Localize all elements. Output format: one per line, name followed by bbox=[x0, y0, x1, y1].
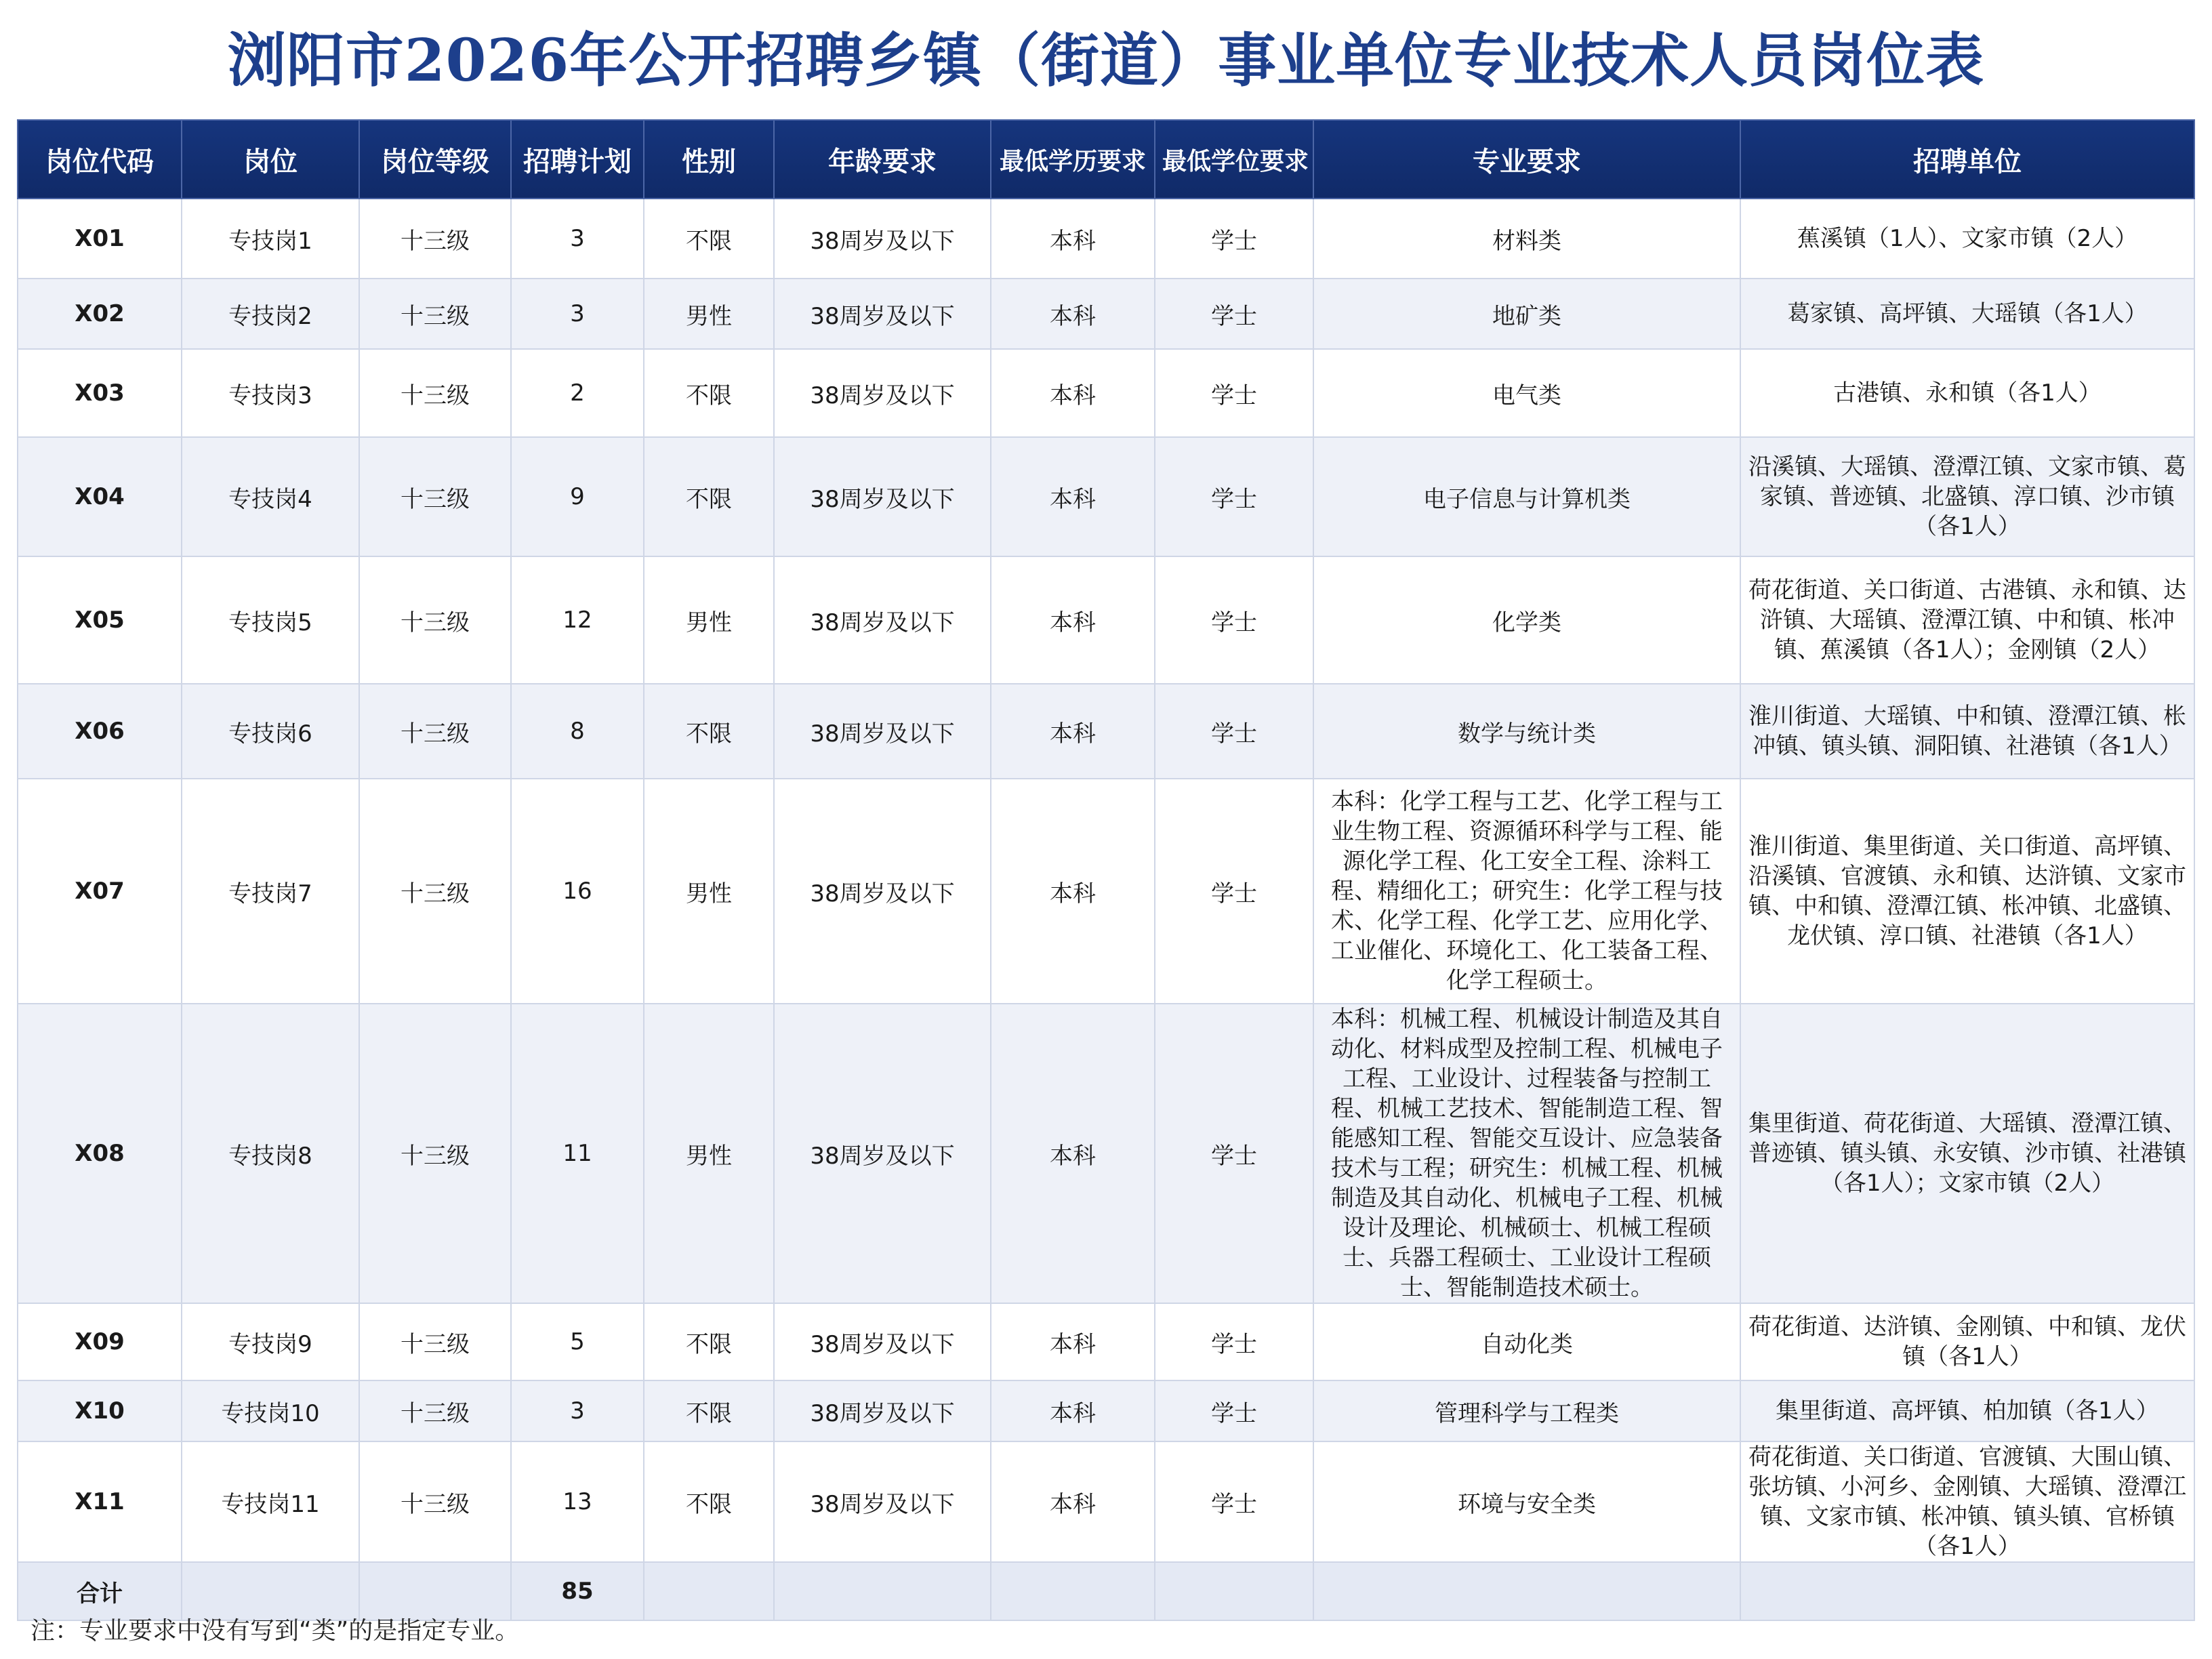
cell-degree: 学士 bbox=[1155, 279, 1313, 349]
cell-plan: 12 bbox=[511, 556, 644, 684]
cell-code: X02 bbox=[18, 279, 182, 349]
cell-degree: 学士 bbox=[1155, 1004, 1313, 1303]
header-post: 岗位 bbox=[182, 120, 359, 199]
total-empty-cell bbox=[644, 1562, 774, 1620]
cell-degree: 学士 bbox=[1155, 556, 1313, 684]
cell-units: 荷花街道、达浒镇、金刚镇、中和镇、龙伏镇（各1人） bbox=[1740, 1303, 2194, 1380]
cell-post: 专技岗10 bbox=[182, 1380, 359, 1441]
cell-major: 本科：机械工程、机械设计制造及其自动化、材料成型及控制工程、机械电子工程、工业设计、过程装备与控制工程、机械工艺技术、智能制造工程、智能感知工程、智能交互设计、应急装备技术与工程；研究生：机械工程、机械制造及其自动化、机械电子工程、机械设计及理论、机械硕士、机械工程硕士、兵器工程硕士、工业设计工程硕士、智能制造技术硕士。 bbox=[1313, 1004, 1740, 1303]
cell-major: 电子信息与计算机类 bbox=[1313, 437, 1740, 556]
cell-units: 荷花街道、关口街道、古港镇、永和镇、达浒镇、大瑶镇、澄潭江镇、中和镇、枨冲镇、蕉溪镇（各1人）；金刚镇（2人） bbox=[1740, 556, 2194, 684]
table-body bbox=[18, 199, 2194, 1620]
cell-education: 本科 bbox=[991, 1303, 1155, 1380]
cell-post: 专技岗8 bbox=[182, 1004, 359, 1303]
cell-code: X10 bbox=[18, 1380, 182, 1441]
cell-plan: 3 bbox=[511, 279, 644, 349]
cell-code: X11 bbox=[18, 1441, 182, 1562]
cell-units: 沿溪镇、大瑶镇、澄潭江镇、文家市镇、葛家镇、普迹镇、北盛镇、淳口镇、沙市镇（各1人） bbox=[1740, 437, 2194, 556]
cell-gender: 不限 bbox=[644, 1380, 774, 1441]
footnote: 注：专业要求中没有写到“类”的是指定专业。 bbox=[30, 1617, 520, 1645]
table-row bbox=[18, 1380, 2194, 1441]
cell-units: 葛家镇、高坪镇、大瑶镇（各1人） bbox=[1740, 279, 2194, 349]
cell-education: 本科 bbox=[991, 779, 1155, 1004]
cell-degree: 学士 bbox=[1155, 1380, 1313, 1441]
table-row bbox=[18, 556, 2194, 684]
table-row bbox=[18, 349, 2194, 437]
total-empty-cell bbox=[774, 1562, 991, 1620]
cell-age: 38周岁及以下 bbox=[774, 199, 991, 279]
cell-grade: 十三级 bbox=[359, 556, 511, 684]
cell-post: 专技岗6 bbox=[182, 684, 359, 779]
cell-age: 38周岁及以下 bbox=[774, 556, 991, 684]
cell-code: X03 bbox=[18, 349, 182, 437]
header-degree: 最低学位要求 bbox=[1155, 120, 1313, 199]
cell-code: X05 bbox=[18, 556, 182, 684]
cell-age: 38周岁及以下 bbox=[774, 1441, 991, 1562]
cell-post: 专技岗1 bbox=[182, 199, 359, 279]
cell-age: 38周岁及以下 bbox=[774, 1004, 991, 1303]
cell-major: 地矿类 bbox=[1313, 279, 1740, 349]
cell-major: 数学与统计类 bbox=[1313, 684, 1740, 779]
header-gender: 性别 bbox=[644, 120, 774, 199]
cell-code: X07 bbox=[18, 779, 182, 1004]
cell-code: X04 bbox=[18, 437, 182, 556]
cell-plan: 16 bbox=[511, 779, 644, 1004]
cell-education: 本科 bbox=[991, 279, 1155, 349]
cell-gender: 男性 bbox=[644, 1004, 774, 1303]
cell-plan: 3 bbox=[511, 199, 644, 279]
cell-code: X08 bbox=[18, 1004, 182, 1303]
cell-gender: 不限 bbox=[644, 684, 774, 779]
cell-gender: 男性 bbox=[644, 556, 774, 684]
cell-units: 蕉溪镇（1人）、文家市镇（2人） bbox=[1740, 199, 2194, 279]
total-label: 合计 bbox=[18, 1562, 182, 1620]
header-age: 年龄要求 bbox=[774, 120, 991, 199]
cell-age: 38周岁及以下 bbox=[774, 437, 991, 556]
cell-post: 专技岗2 bbox=[182, 279, 359, 349]
total-empty-cell bbox=[1313, 1562, 1740, 1620]
cell-post: 专技岗5 bbox=[182, 556, 359, 684]
cell-education: 本科 bbox=[991, 1441, 1155, 1562]
total-row bbox=[18, 1562, 2194, 1620]
cell-units: 古港镇、永和镇（各1人） bbox=[1740, 349, 2194, 437]
cell-plan: 2 bbox=[511, 349, 644, 437]
cell-degree: 学士 bbox=[1155, 1303, 1313, 1380]
cell-gender: 男性 bbox=[644, 279, 774, 349]
cell-plan: 9 bbox=[511, 437, 644, 556]
cell-age: 38周岁及以下 bbox=[774, 1380, 991, 1441]
cell-gender: 不限 bbox=[644, 199, 774, 279]
cell-degree: 学士 bbox=[1155, 684, 1313, 779]
cell-age: 38周岁及以下 bbox=[774, 1303, 991, 1380]
cell-plan: 13 bbox=[511, 1441, 644, 1562]
cell-plan: 5 bbox=[511, 1303, 644, 1380]
cell-units: 荷花街道、关口街道、官渡镇、大围山镇、张坊镇、小河乡、金刚镇、大瑶镇、澄潭江镇、文家市镇、枨冲镇、镇头镇、官桥镇（各1人） bbox=[1740, 1441, 2194, 1562]
header-grade: 岗位等级 bbox=[359, 120, 511, 199]
cell-post: 专技岗9 bbox=[182, 1303, 359, 1380]
cell-education: 本科 bbox=[991, 199, 1155, 279]
table-row bbox=[18, 199, 2194, 279]
header-education: 最低学历要求 bbox=[991, 120, 1155, 199]
cell-code: X09 bbox=[18, 1303, 182, 1380]
total-empty-cell bbox=[1155, 1562, 1313, 1620]
cell-grade: 十三级 bbox=[359, 1303, 511, 1380]
cell-plan: 11 bbox=[511, 1004, 644, 1303]
cell-degree: 学士 bbox=[1155, 779, 1313, 1004]
cell-major: 本科：化学工程与工艺、化学工程与工业生物工程、资源循环科学与工程、能源化学工程、化工安全工程、涂料工程、精细化工；研究生：化学工程与技术、化学工程、化学工艺、应用化学、工业催化、环境化工、化工装备工程、化学工程硕士。 bbox=[1313, 779, 1740, 1004]
cell-grade: 十三级 bbox=[359, 279, 511, 349]
cell-education: 本科 bbox=[991, 556, 1155, 684]
cell-units: 集里街道、荷花街道、大瑶镇、澄潭江镇、普迹镇、镇头镇、永安镇、沙市镇、社港镇（各1人）；文家市镇（2人） bbox=[1740, 1004, 2194, 1303]
table-row bbox=[18, 437, 2194, 556]
total-plan: 85 bbox=[511, 1562, 644, 1620]
page-title: 浏阳市2026年公开招聘乡镇（街道）事业单位专业技术人员岗位表 bbox=[227, 26, 1985, 95]
job-table bbox=[17, 119, 2195, 1621]
cell-education: 本科 bbox=[991, 1004, 1155, 1303]
cell-major: 环境与安全类 bbox=[1313, 1441, 1740, 1562]
header-plan: 招聘计划 bbox=[511, 120, 644, 199]
cell-degree: 学士 bbox=[1155, 1441, 1313, 1562]
cell-degree: 学士 bbox=[1155, 349, 1313, 437]
cell-education: 本科 bbox=[991, 1380, 1155, 1441]
total-empty-cell bbox=[991, 1562, 1155, 1620]
table-row bbox=[18, 279, 2194, 349]
cell-education: 本科 bbox=[991, 349, 1155, 437]
cell-major: 自动化类 bbox=[1313, 1303, 1740, 1380]
cell-plan: 8 bbox=[511, 684, 644, 779]
table-row bbox=[18, 1004, 2194, 1303]
total-empty-cell bbox=[359, 1562, 511, 1620]
table-row bbox=[18, 684, 2194, 779]
table-header bbox=[18, 120, 2194, 199]
cell-degree: 学士 bbox=[1155, 437, 1313, 556]
cell-plan: 3 bbox=[511, 1380, 644, 1441]
cell-units: 淮川街道、集里街道、关口街道、高坪镇、沿溪镇、官渡镇、永和镇、达浒镇、文家市镇、中和镇、澄潭江镇、枨冲镇、北盛镇、龙伏镇、淳口镇、社港镇（各1人） bbox=[1740, 779, 2194, 1004]
cell-post: 专技岗3 bbox=[182, 349, 359, 437]
total-empty-cell bbox=[1740, 1562, 2194, 1620]
cell-grade: 十三级 bbox=[359, 779, 511, 1004]
header-code: 岗位代码 bbox=[18, 120, 182, 199]
cell-major: 电气类 bbox=[1313, 349, 1740, 437]
cell-major: 化学类 bbox=[1313, 556, 1740, 684]
cell-post: 专技岗11 bbox=[182, 1441, 359, 1562]
total-empty-cell bbox=[182, 1562, 359, 1620]
cell-age: 38周岁及以下 bbox=[774, 779, 991, 1004]
cell-units: 集里街道、高坪镇、柏加镇（各1人） bbox=[1740, 1380, 2194, 1441]
cell-gender: 男性 bbox=[644, 779, 774, 1004]
table-row bbox=[18, 1303, 2194, 1380]
cell-grade: 十三级 bbox=[359, 437, 511, 556]
cell-grade: 十三级 bbox=[359, 199, 511, 279]
cell-education: 本科 bbox=[991, 437, 1155, 556]
cell-gender: 不限 bbox=[644, 1303, 774, 1380]
table-row bbox=[18, 779, 2194, 1004]
cell-major: 管理科学与工程类 bbox=[1313, 1380, 1740, 1441]
cell-grade: 十三级 bbox=[359, 684, 511, 779]
cell-grade: 十三级 bbox=[359, 1441, 511, 1562]
cell-grade: 十三级 bbox=[359, 349, 511, 437]
table-row bbox=[18, 1441, 2194, 1562]
cell-post: 专技岗7 bbox=[182, 779, 359, 1004]
cell-major: 材料类 bbox=[1313, 199, 1740, 279]
cell-grade: 十三级 bbox=[359, 1380, 511, 1441]
cell-education: 本科 bbox=[991, 684, 1155, 779]
cell-code: X06 bbox=[18, 684, 182, 779]
cell-degree: 学士 bbox=[1155, 199, 1313, 279]
cell-gender: 不限 bbox=[644, 1441, 774, 1562]
cell-gender: 不限 bbox=[644, 437, 774, 556]
header-units: 招聘单位 bbox=[1740, 120, 2194, 199]
cell-age: 38周岁及以下 bbox=[774, 684, 991, 779]
cell-code: X01 bbox=[18, 199, 182, 279]
cell-age: 38周岁及以下 bbox=[774, 349, 991, 437]
cell-post: 专技岗4 bbox=[182, 437, 359, 556]
cell-gender: 不限 bbox=[644, 349, 774, 437]
cell-units: 淮川街道、大瑶镇、中和镇、澄潭江镇、枨冲镇、镇头镇、洞阳镇、社港镇（各1人） bbox=[1740, 684, 2194, 779]
cell-grade: 十三级 bbox=[359, 1004, 511, 1303]
header-major: 专业要求 bbox=[1313, 120, 1740, 199]
cell-age: 38周岁及以下 bbox=[774, 279, 991, 349]
